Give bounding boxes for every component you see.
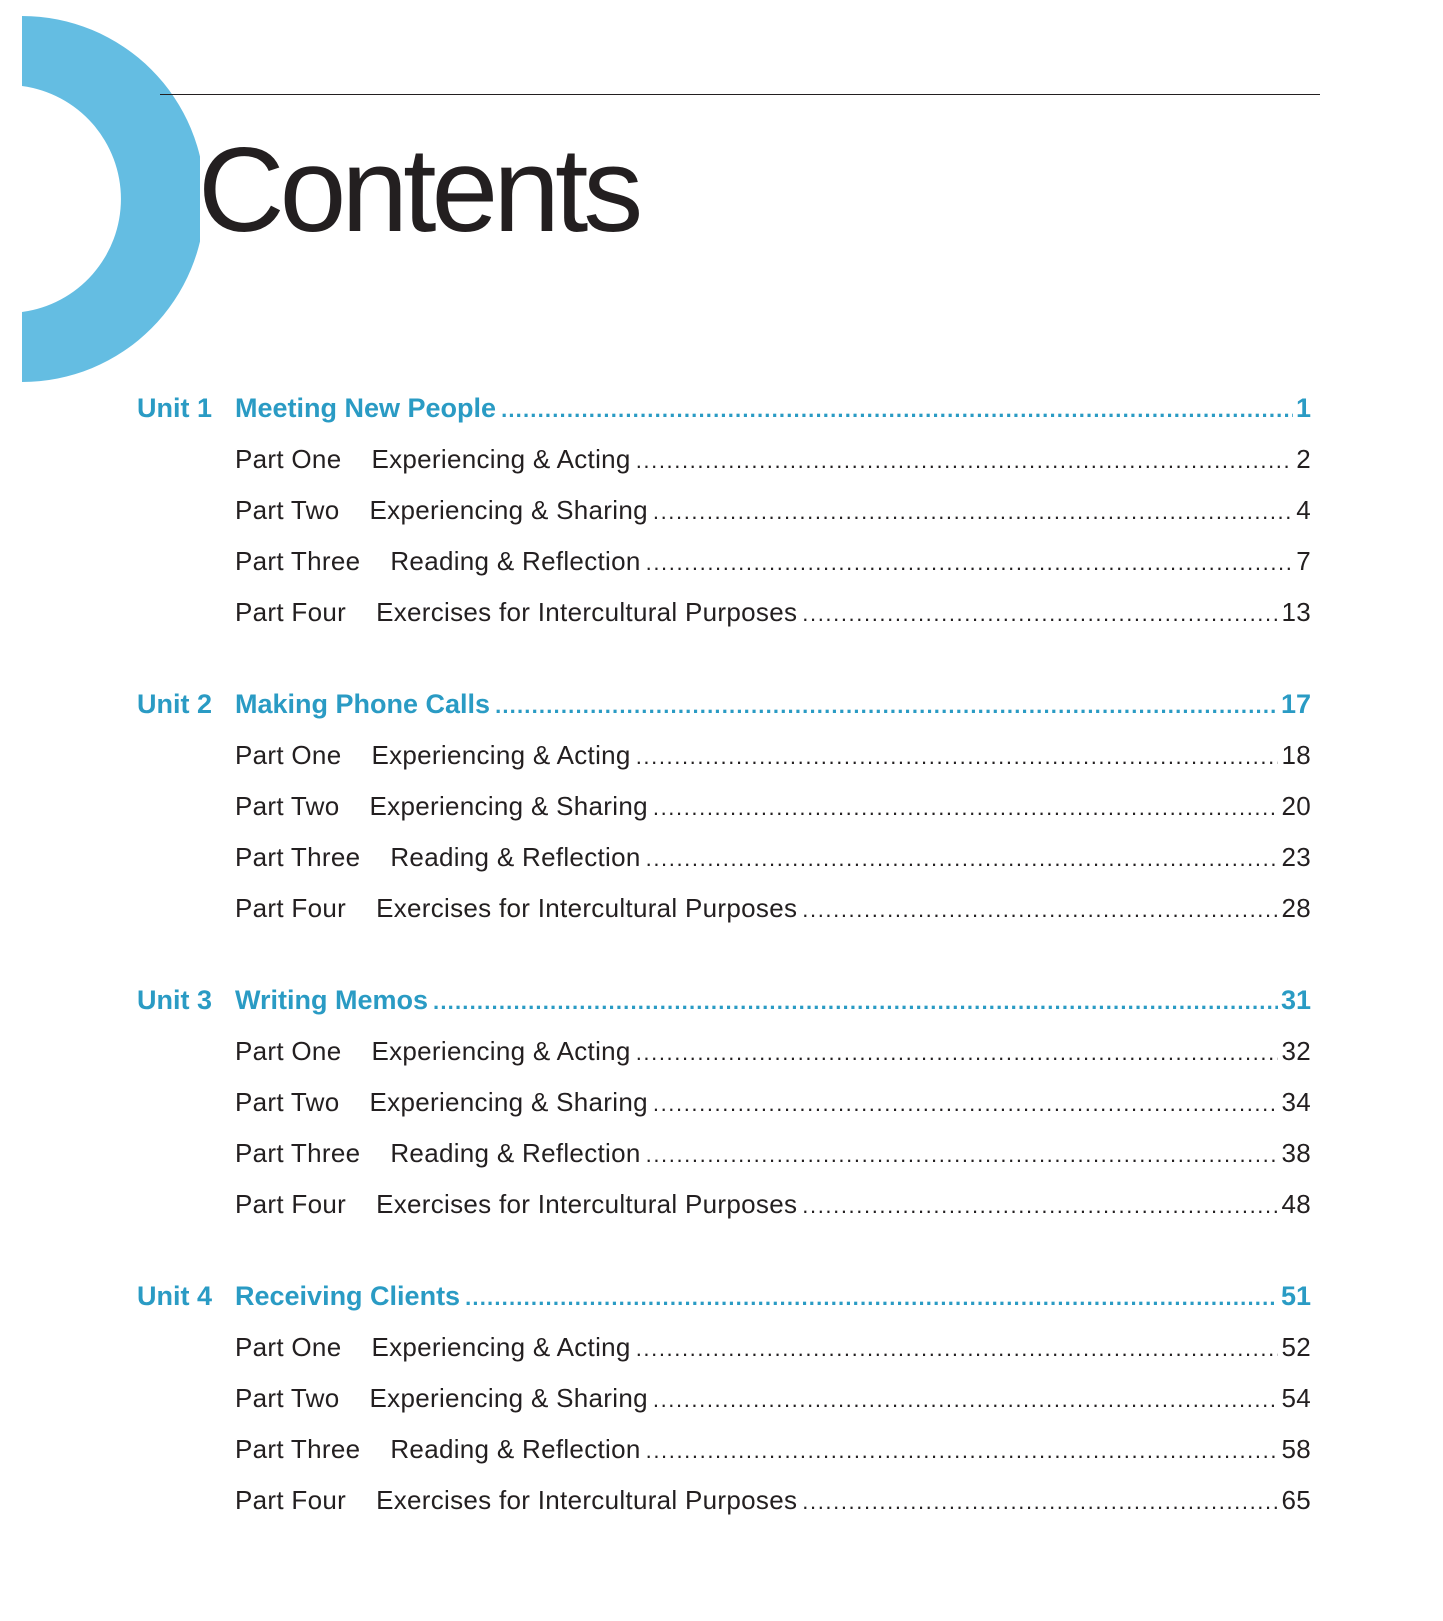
dot-leader [646,1438,1279,1464]
dot-leader [802,601,1278,627]
part-entry[interactable] [137,740,1311,791]
table-of-contents [137,393,1311,1577]
part-title: Experiencing & Sharing [369,791,648,821]
unit-entry[interactable] [137,1281,1311,1332]
unit-page-number: 1 [1295,393,1311,423]
dot-leader [653,1091,1279,1117]
part-label: Part Three [235,1434,361,1464]
part-title: Exercises for Intercultural Purposes [376,1485,798,1515]
unit-number: Unit 2 [137,689,213,719]
toc-unit-3 [137,985,1311,1240]
part-page-number: 7 [1296,546,1311,576]
dot-leader [636,1040,1279,1066]
part-label: Part Two [235,791,340,821]
part-page-number: 65 [1281,1485,1311,1515]
page-title: Contents [198,123,639,257]
dot-leader [636,1336,1279,1362]
part-page-number: 58 [1281,1434,1311,1464]
dot-leader [653,1387,1279,1413]
part-entry[interactable] [137,495,1311,546]
part-label: Part Two [235,1087,340,1117]
part-label: Part One [235,1332,342,1362]
part-page-number: 4 [1296,495,1311,525]
part-entry[interactable] [137,1434,1311,1485]
part-label: Part Four [235,893,347,923]
unit-page-number: 17 [1280,689,1311,719]
part-label: Part One [235,444,342,474]
dot-leader [433,989,1278,1015]
part-entry[interactable] [137,1332,1311,1383]
decorative-arc-shape [0,0,200,410]
dot-leader [501,397,1293,423]
part-page-number: 34 [1281,1087,1311,1117]
unit-number: Unit 3 [137,985,213,1015]
dot-leader [653,499,1293,525]
part-title: Experiencing & Acting [371,1036,631,1066]
header-rule [160,94,1320,95]
toc-unit-4 [137,1281,1311,1536]
part-label: Part One [235,740,342,770]
unit-title: Receiving Clients [235,1281,461,1311]
part-entry[interactable] [137,546,1311,597]
part-label: Part Three [235,546,361,576]
dot-leader [636,448,1294,474]
part-page-number: 28 [1281,893,1311,923]
part-page-number: 52 [1281,1332,1311,1362]
part-title: Reading & Reflection [390,546,641,576]
part-label: Part Four [235,1485,347,1515]
unit-page-number: 31 [1280,985,1311,1015]
unit-title: Making Phone Calls [235,689,491,719]
part-title: Exercises for Intercultural Purposes [376,597,798,627]
part-entry[interactable] [137,597,1311,648]
toc-unit-1 [137,393,1311,648]
part-entry[interactable] [137,1189,1311,1240]
dot-leader [802,1193,1278,1219]
part-page-number: 2 [1296,444,1311,474]
part-title: Exercises for Intercultural Purposes [376,1189,798,1219]
toc-unit-2 [137,689,1311,944]
part-entry[interactable] [137,1138,1311,1189]
part-label: Part Two [235,1383,340,1413]
part-title: Experiencing & Acting [371,444,631,474]
part-entry[interactable] [137,1036,1311,1087]
part-label: Part Two [235,495,340,525]
dot-leader [802,1489,1278,1515]
unit-number: Unit 1 [137,393,213,423]
part-entry[interactable] [137,791,1311,842]
part-label: Part One [235,1036,342,1066]
part-entry[interactable] [137,1087,1311,1138]
part-label: Part Four [235,1189,347,1219]
unit-entry[interactable] [137,393,1311,444]
part-title: Reading & Reflection [390,1434,641,1464]
part-entry[interactable] [137,842,1311,893]
dot-leader [646,846,1279,872]
dot-leader [653,795,1279,821]
unit-title: Meeting New People [235,393,497,423]
part-title: Experiencing & Sharing [369,1087,648,1117]
dot-leader [636,744,1279,770]
part-title: Experiencing & Acting [371,740,631,770]
part-title: Experiencing & Sharing [369,1383,648,1413]
part-entry[interactable] [137,893,1311,944]
dot-leader [495,693,1278,719]
unit-title: Writing Memos [235,985,429,1015]
part-title: Reading & Reflection [390,842,641,872]
part-page-number: 32 [1281,1036,1311,1066]
arc-fill [22,16,200,382]
part-entry[interactable] [137,1485,1311,1536]
part-page-number: 38 [1281,1138,1311,1168]
part-page-number: 54 [1281,1383,1311,1413]
dot-leader [646,550,1294,576]
part-entry[interactable] [137,444,1311,495]
part-entry[interactable] [137,1383,1311,1434]
dot-leader [646,1142,1279,1168]
part-title: Experiencing & Sharing [369,495,648,525]
part-page-number: 48 [1281,1189,1311,1219]
unit-entry[interactable] [137,689,1311,740]
part-label: Part Three [235,842,361,872]
dot-leader [465,1285,1278,1311]
dot-leader [802,897,1278,923]
part-page-number: 13 [1281,597,1311,627]
unit-page-number: 51 [1280,1281,1311,1311]
unit-number: Unit 4 [137,1281,213,1311]
part-page-number: 20 [1281,791,1311,821]
part-page-number: 18 [1281,740,1311,770]
part-label: Part Four [235,597,347,627]
part-page-number: 23 [1281,842,1311,872]
part-title: Experiencing & Acting [371,1332,631,1362]
part-title: Exercises for Intercultural Purposes [376,893,798,923]
unit-entry[interactable] [137,985,1311,1036]
part-title: Reading & Reflection [390,1138,641,1168]
part-label: Part Three [235,1138,361,1168]
